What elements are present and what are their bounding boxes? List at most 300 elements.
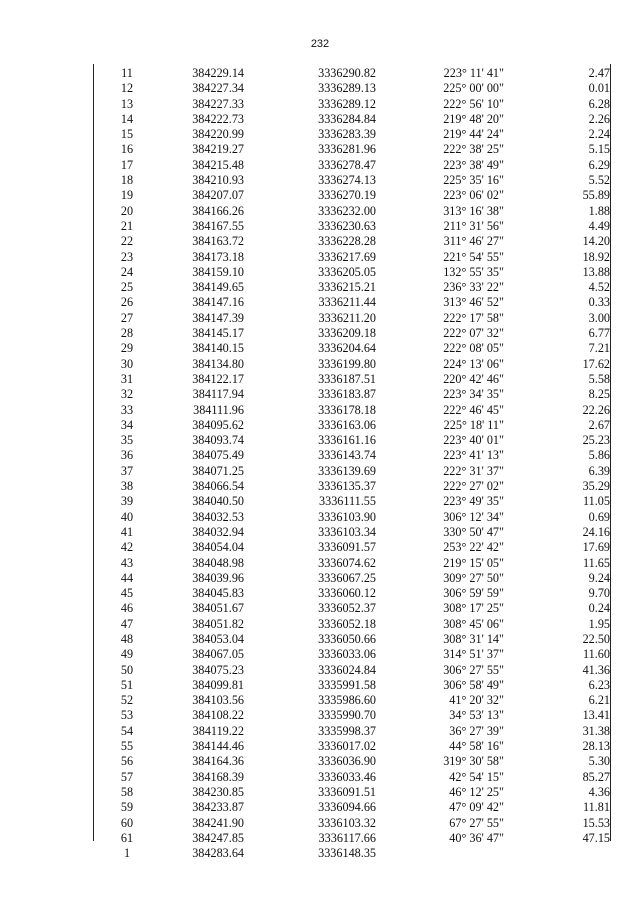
bearing-cell: 132° 55' 35" (443, 264, 504, 279)
bearing-cell: 222° 27' 02" (443, 479, 504, 494)
y-coordinate-cell: 3336270.19 (318, 188, 376, 203)
x-coordinate-cell: 384220.99 (192, 127, 244, 142)
table-row (94, 433, 610, 448)
distance-cell: 2.24 (588, 127, 610, 142)
bearing-cell: 222° 17' 58" (443, 310, 504, 325)
bearing-cell: 221° 54' 55" (443, 249, 504, 264)
bearing-cell: 219° 44' 24" (443, 127, 504, 142)
bearing-cell: 41° 20' 32" (449, 693, 504, 708)
y-coordinate-cell: 3336290.82 (318, 66, 376, 80)
y-coordinate-cell: 3336017.02 (318, 739, 376, 754)
x-coordinate-cell: 384167.55 (192, 218, 244, 233)
table-row (94, 311, 610, 326)
x-coordinate-cell: 384119.22 (192, 723, 244, 738)
x-coordinate-cell: 384103.56 (192, 693, 244, 708)
bearing-cell: 223° 40' 01" (443, 433, 504, 448)
coordinate-table (94, 66, 610, 861)
y-coordinate-cell: 3335998.37 (318, 723, 376, 738)
distance-cell: 31.38 (582, 723, 610, 738)
table-row (94, 479, 610, 494)
table-row (94, 510, 610, 525)
y-coordinate-cell: 3336024.84 (318, 662, 376, 677)
table-row (94, 112, 610, 127)
point-number-cell: 54 (120, 723, 134, 738)
table-row (94, 556, 610, 571)
x-coordinate-cell: 384122.17 (192, 371, 244, 386)
distance-cell: 6.39 (588, 463, 610, 478)
table-row (94, 678, 610, 693)
distance-cell: 35.29 (582, 479, 610, 494)
y-coordinate-cell: 3336211.44 (318, 295, 376, 310)
distance-cell: 11.05 (583, 494, 610, 509)
page-number: 232 (310, 38, 330, 50)
y-coordinate-cell: 3336139.69 (318, 463, 376, 478)
distance-cell: 55.89 (582, 188, 610, 203)
table-row (94, 127, 610, 142)
y-coordinate-cell: 3336091.51 (318, 784, 376, 799)
table-row (94, 617, 610, 632)
point-number-cell: 38 (120, 479, 134, 494)
x-coordinate-cell: 384144.46 (192, 739, 244, 754)
point-number-cell: 35 (120, 433, 134, 448)
y-coordinate-cell: 3336217.69 (318, 249, 376, 264)
table-row (94, 204, 610, 219)
y-coordinate-cell: 3336033.06 (318, 647, 376, 662)
bearing-cell: 313° 16' 38" (443, 203, 504, 218)
bearing-cell: 306° 58' 49" (443, 677, 504, 692)
y-coordinate-cell: 3336103.34 (318, 524, 376, 539)
distance-cell: 0.01 (588, 81, 610, 96)
bearing-cell: 222° 46' 45" (443, 402, 504, 417)
coordinate-table-body (94, 66, 610, 861)
distance-cell: 25.23 (582, 433, 610, 448)
x-coordinate-cell: 384283.64 (192, 846, 244, 861)
y-coordinate-cell: 3335986.60 (318, 693, 376, 708)
x-coordinate-cell: 384051.82 (192, 616, 244, 631)
table-row (94, 173, 610, 188)
distance-cell: 18.92 (582, 249, 610, 264)
distance-cell: 22.26 (582, 402, 610, 417)
point-number-cell: 28 (120, 326, 134, 341)
table-row (94, 280, 610, 295)
point-number-cell: 19 (120, 188, 134, 203)
bearing-cell: 34° 53' 13" (449, 708, 504, 723)
distance-cell: 2.67 (588, 417, 610, 432)
x-coordinate-cell: 384145.17 (192, 326, 244, 341)
bearing-cell: 308° 31' 14" (443, 631, 504, 646)
y-coordinate-cell: 3336036.90 (318, 754, 376, 769)
table-row (94, 831, 610, 846)
y-coordinate-cell: 3336281.96 (318, 142, 376, 157)
distance-cell: 13.41 (582, 708, 610, 723)
table-row (94, 770, 610, 785)
distance-cell: 11.81 (583, 800, 610, 815)
point-number-cell: 21 (120, 218, 134, 233)
x-coordinate-cell: 384053.04 (192, 631, 244, 646)
distance-cell: 8.25 (588, 387, 610, 402)
bearing-cell: 47° 09' 42" (449, 800, 504, 815)
y-coordinate-cell: 3336060.12 (318, 586, 376, 601)
point-number-cell: 18 (120, 173, 134, 188)
bearing-cell: 223° 06' 02" (443, 188, 504, 203)
distance-cell: 11.65 (583, 555, 610, 570)
bearing-cell: 223° 38' 49" (443, 157, 504, 172)
x-coordinate-cell: 384241.90 (192, 815, 244, 830)
table-row (94, 188, 610, 203)
bearing-cell: 222° 56' 10" (443, 96, 504, 111)
x-coordinate-cell: 384149.65 (192, 280, 244, 295)
distance-cell: 1.88 (588, 203, 610, 218)
point-number-cell: 42 (120, 540, 134, 555)
x-coordinate-cell: 384163.72 (192, 234, 244, 249)
y-coordinate-cell: 3336284.84 (318, 111, 376, 126)
bearing-cell: 309° 27' 50" (443, 570, 504, 585)
bearing-cell: 314° 51' 37" (443, 647, 504, 662)
table-row (94, 785, 610, 800)
table-row (94, 494, 610, 509)
distance-cell: 1.95 (588, 616, 610, 631)
x-coordinate-cell: 384229.14 (192, 66, 244, 80)
bearing-cell: 253° 22' 42" (443, 540, 504, 555)
y-coordinate-cell: 3336067.25 (318, 570, 376, 585)
table-row (94, 219, 610, 234)
table-row (94, 571, 610, 586)
y-coordinate-cell: 3336178.18 (318, 402, 376, 417)
x-coordinate-cell: 384099.81 (192, 677, 244, 692)
y-coordinate-cell: 3336215.21 (318, 280, 376, 295)
table-row (94, 663, 610, 678)
point-number-cell: 59 (120, 800, 134, 815)
point-number-cell: 57 (120, 769, 134, 784)
point-number-cell: 56 (120, 754, 134, 769)
x-coordinate-cell: 384108.22 (192, 708, 244, 723)
y-coordinate-cell: 3336148.35 (318, 846, 376, 861)
distance-cell: 5.86 (588, 448, 610, 463)
point-number-cell: 58 (120, 784, 134, 799)
x-coordinate-cell: 384039.96 (192, 570, 244, 585)
distance-cell: 2.26 (588, 111, 610, 126)
bearing-cell: 308° 45' 06" (443, 616, 504, 631)
x-coordinate-cell: 384040.50 (192, 494, 244, 509)
x-coordinate-cell: 384159.10 (192, 264, 244, 279)
y-coordinate-cell: 3336228.28 (318, 234, 376, 249)
x-coordinate-cell: 384075.23 (192, 662, 244, 677)
distance-cell: 24.16 (582, 524, 610, 539)
distance-cell: 6.28 (588, 96, 610, 111)
distance-cell: 7.21 (588, 341, 610, 356)
table-row (94, 525, 610, 540)
distance-cell (530, 846, 610, 861)
x-coordinate-cell: 384227.34 (192, 81, 244, 96)
x-coordinate-cell: 384134.80 (192, 356, 244, 371)
y-coordinate-cell: 3336033.46 (318, 769, 376, 784)
distance-cell: 9.24 (588, 570, 610, 585)
point-number-cell: 37 (120, 463, 134, 478)
y-coordinate-cell: 3336289.12 (318, 96, 376, 111)
bearing-cell: 306° 27' 55" (443, 662, 504, 677)
y-coordinate-cell: 3336052.18 (318, 616, 376, 631)
bearing-cell: 222° 07' 32" (443, 326, 504, 341)
table-row (94, 800, 610, 815)
table-row (94, 601, 610, 616)
point-number-cell: 53 (120, 708, 134, 723)
point-number-cell: 48 (120, 631, 134, 646)
y-coordinate-cell: 3336111.55 (319, 494, 376, 509)
y-coordinate-cell: 3336135.37 (318, 479, 376, 494)
y-coordinate-cell: 3336103.90 (318, 509, 376, 524)
table-row (94, 81, 610, 96)
bearing-cell: 223° 11' 41" (443, 66, 504, 80)
point-number-cell: 51 (120, 677, 134, 692)
bearing-cell: 223° 49' 35" (443, 494, 504, 509)
table-row (94, 387, 610, 402)
bearing-cell: 223° 34' 35" (443, 387, 504, 402)
distance-cell: 5.30 (588, 754, 610, 769)
distance-cell: 22.50 (582, 631, 610, 646)
table-row (94, 357, 610, 372)
table-row (94, 816, 610, 831)
y-coordinate-cell: 3335990.70 (318, 708, 376, 723)
y-coordinate-cell: 3336187.51 (318, 371, 376, 386)
bearing-cell: 306° 59' 59" (443, 586, 504, 601)
y-coordinate-cell: 3336074.62 (318, 555, 376, 570)
distance-cell: 28.13 (582, 739, 610, 754)
table-row (94, 158, 610, 173)
point-number-cell: 61 (120, 830, 134, 845)
table-row (94, 265, 610, 280)
y-coordinate-cell: 3336161.16 (318, 433, 376, 448)
y-coordinate-cell: 3336103.32 (318, 815, 376, 830)
y-coordinate-cell: 3336283.39 (318, 127, 376, 142)
x-coordinate-cell: 384140.15 (192, 341, 244, 356)
distance-cell: 4.36 (588, 784, 610, 799)
point-number-cell: 13 (120, 96, 134, 111)
table-row (94, 724, 610, 739)
point-number-cell: 45 (120, 586, 134, 601)
x-coordinate-cell: 384045.83 (192, 586, 244, 601)
table-row (94, 403, 610, 418)
x-coordinate-cell: 384215.48 (192, 157, 244, 172)
x-coordinate-cell: 384147.16 (192, 295, 244, 310)
x-coordinate-cell: 384117.94 (192, 387, 244, 402)
bearing-cell: 225° 00' 00" (443, 81, 504, 96)
table-row (94, 647, 610, 662)
table-row (94, 708, 610, 723)
distance-cell: 6.21 (588, 693, 610, 708)
bearing-cell (400, 846, 530, 861)
table-row (94, 632, 610, 647)
table-row (94, 250, 610, 265)
bearing-cell: 42° 54' 15" (449, 769, 504, 784)
point-number-cell: 32 (120, 387, 134, 402)
distance-cell: 4.52 (588, 280, 610, 295)
distance-cell: 2.47 (588, 66, 610, 80)
y-coordinate-cell: 3336143.74 (318, 448, 376, 463)
x-coordinate-cell: 384168.39 (192, 769, 244, 784)
bearing-cell: 219° 15' 05" (443, 555, 504, 570)
distance-cell: 5.52 (588, 173, 610, 188)
distance-cell: 6.77 (588, 326, 610, 341)
x-coordinate-cell: 384093.74 (192, 433, 244, 448)
distance-cell: 17.69 (582, 540, 610, 555)
y-coordinate-cell: 3336050.66 (318, 631, 376, 646)
x-coordinate-cell: 384066.54 (192, 479, 244, 494)
x-coordinate-cell: 384219.27 (192, 142, 244, 157)
x-coordinate-cell: 384054.04 (192, 540, 244, 555)
distance-cell: 0.33 (588, 295, 610, 310)
table-row (94, 693, 610, 708)
x-coordinate-cell: 384173.18 (192, 249, 244, 264)
y-coordinate-cell: 3336274.13 (318, 173, 376, 188)
point-number-cell: 41 (120, 524, 134, 539)
distance-cell: 5.58 (588, 371, 610, 386)
point-number-cell: 40 (120, 509, 134, 524)
x-coordinate-cell: 384233.87 (192, 800, 244, 815)
point-number-cell: 52 (120, 693, 134, 708)
point-number-cell: 24 (120, 264, 134, 279)
point-number-cell: 14 (120, 111, 134, 126)
distance-cell: 6.23 (588, 677, 610, 692)
bearing-cell: 311° 46' 27" (443, 234, 504, 249)
y-coordinate-cell: 3336094.66 (318, 800, 376, 815)
point-number-cell: 25 (120, 280, 134, 295)
y-coordinate-cell: 3336183.87 (318, 387, 376, 402)
table-row (94, 464, 610, 479)
bearing-cell: 44° 58' 16" (449, 739, 504, 754)
point-number-cell: 11 (121, 66, 133, 80)
distance-cell: 17.62 (582, 356, 610, 371)
point-number-cell: 55 (120, 739, 134, 754)
y-coordinate-cell: 3336232.00 (318, 203, 376, 218)
distance-cell: 4.49 (588, 218, 610, 233)
bearing-cell: 46° 12' 25" (449, 784, 504, 799)
bearing-cell: 224° 13' 06" (443, 356, 504, 371)
distance-cell: 5.15 (588, 142, 610, 157)
bearing-cell: 222° 38' 25" (443, 142, 504, 157)
table-row (94, 448, 610, 463)
y-coordinate-cell: 3336117.66 (318, 830, 376, 845)
y-coordinate-cell: 3336091.57 (318, 540, 376, 555)
point-number-cell: 43 (120, 555, 134, 570)
x-coordinate-cell: 384230.85 (192, 784, 244, 799)
x-coordinate-cell: 384032.53 (192, 509, 244, 524)
x-coordinate-cell: 384067.05 (192, 647, 244, 662)
bearing-cell: 236° 33' 22" (443, 280, 504, 295)
point-number-cell: 49 (120, 647, 134, 662)
x-coordinate-cell: 384164.36 (192, 754, 244, 769)
bearing-cell: 36° 27' 39" (449, 723, 504, 738)
bearing-cell: 223° 41' 13" (443, 448, 504, 463)
table-row (94, 234, 610, 249)
bearing-cell: 225° 18' 11" (443, 417, 504, 432)
table-row (94, 66, 610, 81)
table-row (94, 754, 610, 769)
table-row (94, 341, 610, 356)
x-coordinate-cell: 384095.62 (192, 417, 244, 432)
y-coordinate-cell: 3336209.18 (318, 326, 376, 341)
bearing-cell: 67° 27' 55" (449, 815, 504, 830)
bearing-cell: 219° 48' 20" (443, 111, 504, 126)
y-coordinate-cell: 3336205.05 (318, 264, 376, 279)
y-coordinate-cell: 3336289.13 (318, 81, 376, 96)
point-number-cell: 26 (120, 295, 134, 310)
distance-cell: 3.00 (588, 310, 610, 325)
point-number-cell: 46 (120, 601, 134, 616)
table-row (94, 372, 610, 387)
table-row (94, 739, 610, 754)
y-coordinate-cell: 3336278.47 (318, 157, 376, 172)
table-row (94, 295, 610, 310)
table-row (94, 418, 610, 433)
bearing-cell: 330° 50' 47" (443, 524, 504, 539)
distance-cell: 6.29 (588, 157, 610, 172)
x-coordinate-cell: 384075.49 (192, 448, 244, 463)
x-coordinate-cell: 384048.98 (192, 555, 244, 570)
point-number-cell: 22 (120, 234, 134, 249)
x-coordinate-cell: 384111.96 (193, 402, 244, 417)
table-row (94, 846, 610, 861)
distance-cell: 11.60 (583, 647, 610, 662)
distance-cell: 0.24 (588, 601, 610, 616)
distance-cell: 13.88 (582, 264, 610, 279)
table-row (94, 97, 610, 112)
table-row (94, 586, 610, 601)
x-coordinate-cell: 384247.85 (192, 830, 244, 845)
point-number-cell: 20 (120, 203, 134, 218)
y-coordinate-cell: 3336230.63 (318, 218, 376, 233)
bearing-cell: 308° 17' 25" (443, 601, 504, 616)
point-number-cell: 36 (120, 448, 134, 463)
distance-cell: 9.70 (588, 586, 610, 601)
x-coordinate-cell: 384147.39 (192, 310, 244, 325)
y-coordinate-cell: 3336052.37 (318, 601, 376, 616)
point-number-cell: 1 (123, 846, 131, 861)
point-number-cell: 44 (120, 570, 134, 585)
distance-cell: 47.15 (582, 830, 610, 845)
point-number-cell: 30 (120, 356, 134, 371)
point-number-cell: 47 (120, 616, 134, 631)
bearing-cell: 306° 12' 34" (443, 509, 504, 524)
x-coordinate-cell: 384051.67 (192, 601, 244, 616)
bearing-cell: 225° 35' 16" (443, 173, 504, 188)
bearing-cell: 222° 08' 05" (443, 341, 504, 356)
y-coordinate-cell: 3336163.06 (318, 417, 376, 432)
x-coordinate-cell: 384227.33 (192, 96, 244, 111)
bearing-cell: 222° 31' 37" (443, 463, 504, 478)
bearing-cell: 211° 31' 56" (443, 218, 504, 233)
distance-cell: 14.20 (582, 234, 610, 249)
distance-cell: 0.69 (588, 509, 610, 524)
y-coordinate-cell: 3336199.80 (318, 356, 376, 371)
point-number-cell: 39 (120, 494, 134, 509)
point-number-cell: 31 (120, 371, 134, 386)
x-coordinate-cell: 384166.26 (192, 203, 244, 218)
point-number-cell: 12 (120, 81, 134, 96)
table-row (94, 326, 610, 341)
x-coordinate-cell: 384222.73 (192, 111, 244, 126)
point-number-cell: 16 (120, 142, 134, 157)
table-row (94, 142, 610, 157)
x-coordinate-cell: 384071.25 (192, 463, 244, 478)
x-coordinate-cell: 384207.07 (192, 188, 244, 203)
point-number-cell: 23 (120, 249, 134, 264)
x-coordinate-cell: 384210.93 (192, 173, 244, 188)
bearing-cell: 313° 46' 52" (443, 295, 504, 310)
point-number-cell: 50 (120, 662, 134, 677)
point-number-cell: 15 (120, 127, 134, 142)
point-number-cell: 33 (120, 402, 134, 417)
y-coordinate-cell: 3336211.20 (318, 310, 376, 325)
